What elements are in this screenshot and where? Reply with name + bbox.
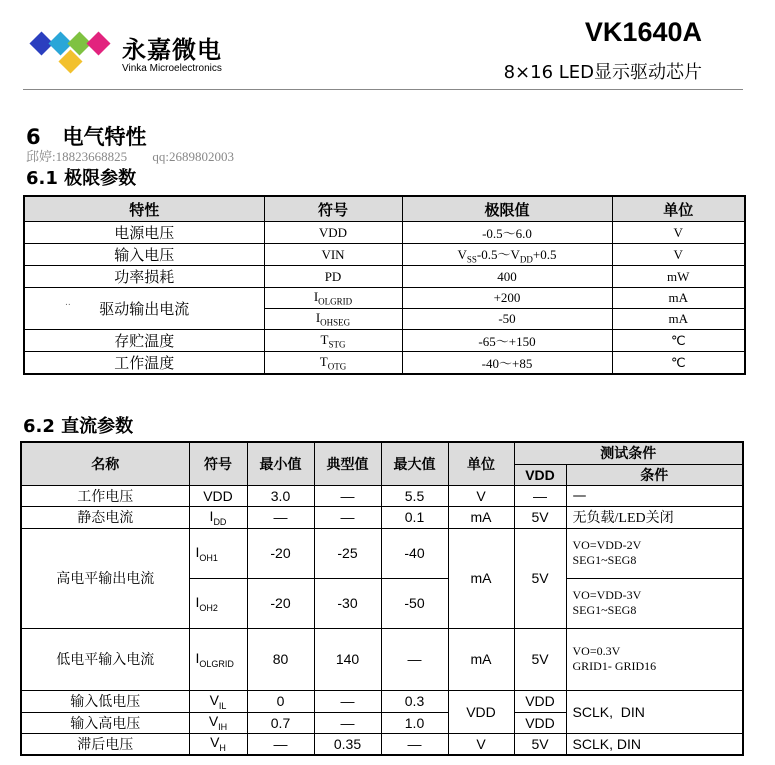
dc-table	[20, 441, 744, 756]
cell-condition: 无负载/LED关闭	[566, 506, 743, 528]
cell-typ: 0.35	[314, 733, 381, 755]
cell-mark: ..	[65, 298, 71, 308]
cell-name: 输入电压	[24, 244, 264, 266]
cell-max: —	[381, 733, 448, 755]
cell-symbol: VIN	[264, 244, 402, 266]
cell-symbol: $V_{IL}$	[189, 690, 247, 712]
col-header-name: 名称	[21, 442, 189, 485]
logo-diamond-magenta	[86, 31, 110, 55]
table-row	[21, 528, 743, 578]
cell-min: 0.7	[247, 712, 314, 733]
col-header-typ: 典型值	[314, 442, 381, 485]
cell-typ: —	[314, 485, 381, 506]
cell-unit: mA	[612, 288, 745, 309]
col-header-characteristic: 特性	[24, 196, 264, 222]
cell-min: 80	[247, 628, 314, 690]
cell-vdd: —	[514, 485, 566, 506]
cell-symbol: PD	[264, 266, 402, 288]
cell-name: 低电平输入电流	[21, 628, 189, 690]
dc-title: 6.2 直流参数	[23, 416, 134, 437]
cell-name: 高电平输出电流	[21, 528, 189, 628]
cell-vdd: 5V	[514, 733, 566, 755]
cell-symbol: $I_{OH2}$	[189, 578, 247, 628]
cell-symbol: $T_{OTG}$	[264, 352, 402, 375]
cell-name: 滞后电压	[21, 733, 189, 755]
table-row	[21, 733, 743, 755]
cell-name: 输入高电压	[21, 712, 189, 733]
cell-symbol: $I_{DD}$	[189, 506, 247, 528]
cell-max: 1.0	[381, 712, 448, 733]
cell-max: 0.1	[381, 506, 448, 528]
cell-value: $V_{SS}-0.5\sim V_{DD}+0.5$	[402, 244, 612, 266]
cell-max: 0.3	[381, 690, 448, 712]
cell-value: -50	[402, 309, 612, 330]
cell-value: -65～+150	[402, 330, 612, 352]
cell-min: -20	[247, 578, 314, 628]
cell-unit: mW	[612, 266, 745, 288]
cell-unit: mA	[448, 506, 514, 528]
cell-typ: —	[314, 690, 381, 712]
cell-unit: V	[612, 244, 745, 266]
table-row	[21, 485, 743, 506]
cell-symbol: VDD	[189, 485, 247, 506]
col-header-test-conditions: 测试条件	[514, 442, 743, 464]
col-header-unit: 单位	[612, 196, 745, 222]
cell-condition: VO=0.3V GRID1- GRID16	[566, 628, 743, 690]
cell-unit: mA	[448, 628, 514, 690]
cell-symbol: $I_{OLGRID}$	[264, 288, 402, 309]
cell-symbol: $V_H$	[189, 733, 247, 755]
table-row	[24, 266, 745, 288]
cell-min: 3.0	[247, 485, 314, 506]
cell-condition: SCLK, DIN	[566, 690, 743, 733]
cell-value: 400	[402, 266, 612, 288]
cell-typ: -30	[314, 578, 381, 628]
col-header-condition: 条件	[566, 464, 743, 485]
table-row	[24, 288, 745, 309]
cell-value: -40～+85	[402, 352, 612, 375]
cell-condition: VO=VDD-3V SEG1~SEG8	[566, 578, 743, 628]
cell-symbol: $I_{OHSEG}$	[264, 309, 402, 330]
cell-vdd: 5V	[514, 628, 566, 690]
cell-vdd: VDD	[514, 712, 566, 733]
cell-name: 工作电压	[21, 485, 189, 506]
brand-name-en: Vinka Microelectronics	[122, 63, 222, 74]
cell-min: —	[247, 506, 314, 528]
cell-typ: —	[314, 506, 381, 528]
table-row	[24, 244, 745, 266]
cell-vdd: 5V	[514, 506, 566, 528]
cell-vdd: VDD	[514, 690, 566, 712]
cell-symbol: $V_{IH}$	[189, 712, 247, 733]
cell-unit: VDD	[448, 690, 514, 733]
cell-max: 5.5	[381, 485, 448, 506]
cell-min: —	[247, 733, 314, 755]
col-header-symbol: 符号	[264, 196, 402, 222]
cell-name: 工作温度	[24, 352, 264, 375]
cell-value: +200	[402, 288, 612, 309]
brand-name-cn: 永嘉微电	[122, 36, 222, 64]
cell-unit: mA	[612, 309, 745, 330]
header-divider	[23, 89, 743, 90]
cell-typ: 140	[314, 628, 381, 690]
cell-name: 静态电流	[21, 506, 189, 528]
limits-table	[23, 195, 746, 375]
cell-max: —	[381, 628, 448, 690]
col-header-limit: 极限值	[402, 196, 612, 222]
cell-unit: V	[448, 733, 514, 755]
cell-symbol: $I_{OH1}$	[189, 528, 247, 578]
cell-unit: ℃	[612, 352, 745, 375]
cell-value: -0.5～6.0	[402, 222, 612, 244]
product-subtitle: 8×16 LED显示驱动芯片	[503, 62, 702, 83]
contact-name: 邱婷:18823668825	[26, 149, 128, 164]
col-header-min: 最小值	[247, 442, 314, 485]
cell-min: 0	[247, 690, 314, 712]
section-title: 6 电气特性	[26, 125, 147, 149]
cell-typ: -25	[314, 528, 381, 578]
cell-symbol: $T_{STG}$	[264, 330, 402, 352]
table-row	[24, 330, 745, 352]
cell-name: .. 驱动输出电流	[24, 288, 264, 330]
cell-name: 功率损耗	[24, 266, 264, 288]
contact-watermark	[26, 146, 256, 165]
col-header-max: 最大值	[381, 442, 448, 485]
col-header-symbol: 符号	[189, 442, 247, 485]
table-header-row	[24, 196, 745, 222]
model-number: VK1640A	[584, 17, 702, 47]
table-row	[24, 222, 745, 244]
cell-min: -20	[247, 528, 314, 578]
table-header-row	[21, 442, 743, 464]
table-row	[21, 628, 743, 690]
cell-max: -50	[381, 578, 448, 628]
cell-unit: V	[612, 222, 745, 244]
col-header-vdd: VDD	[514, 464, 566, 485]
cell-name: 存贮温度	[24, 330, 264, 352]
cell-condition: VO=VDD-2V SEG1~SEG8	[566, 528, 743, 578]
cell-condition: —	[566, 485, 743, 506]
cell-vdd: 5V	[514, 528, 566, 628]
contact-qq: qq:2689802003	[152, 149, 234, 164]
cell-condition: SCLK, DIN	[566, 733, 743, 755]
cell-unit: V	[448, 485, 514, 506]
cell-typ: —	[314, 712, 381, 733]
cell-unit: ℃	[612, 330, 745, 352]
cell-name: 电源电压	[24, 222, 264, 244]
cell-name: 输入低电压	[21, 690, 189, 712]
cell-symbol: $I_{OLGRID}$	[189, 628, 247, 690]
limits-title: 6.1 极限参数	[26, 168, 137, 189]
cell-unit: mA	[448, 528, 514, 628]
cell-symbol: VDD	[264, 222, 402, 244]
table-row	[24, 352, 745, 375]
cell-max: -40	[381, 528, 448, 578]
table-row	[21, 506, 743, 528]
table-row	[21, 690, 743, 712]
col-header-unit: 单位	[448, 442, 514, 485]
